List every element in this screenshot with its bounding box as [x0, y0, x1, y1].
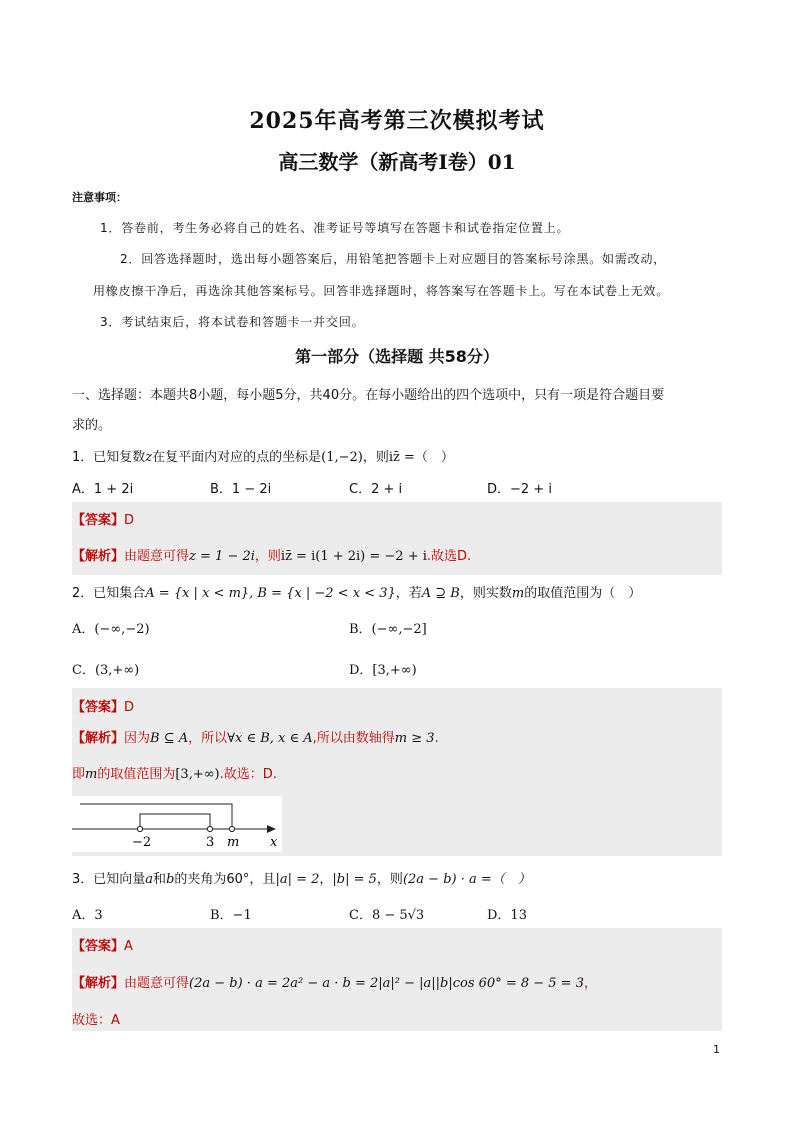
q3-option-d: D．13 — [487, 908, 527, 923]
label-3: 3 — [206, 835, 215, 850]
open-dot-3 — [207, 826, 212, 831]
q1-option-c: C．2 + i — [349, 482, 403, 497]
part-title: 第一部分（选择题 共58分） — [295, 347, 499, 366]
section-intro: 一、选择题：本题共8小题，每小题5分，共40分。在每小题给出的四个选项中，只有一项是符合题目要 — [72, 388, 665, 403]
q2-answer: 【答案】D — [72, 700, 135, 715]
label-x: x — [270, 835, 278, 850]
q3-analysis-cont: 故选：A — [72, 1013, 120, 1028]
q2-option-d: D．[3,+∞) — [349, 663, 417, 678]
section-intro-cont: 求的。 — [72, 418, 112, 433]
q2-option-a: A．(−∞,−2) — [72, 622, 150, 637]
page-number: 1 — [713, 1043, 720, 1056]
q3-option-c: C．8 − 5√3 — [349, 908, 425, 923]
number-line-figure — [72, 796, 282, 852]
notice-item-2: 2．回答选择题时，选出每小题答案后，用铅笔把答题卡上对应题目的答案标号涂黑。如需改动， — [120, 252, 667, 266]
q1-answer: 【答案】D — [72, 513, 135, 528]
q2-analysis-cont: 即m的取值范围为[3,+∞).故选：D. — [72, 767, 277, 782]
q1-option-a: A．1 + 2i — [72, 482, 134, 497]
question-2-stem: 2．已知集合A = {x | x < m}, B = {x | −2 < x < 3}，若A ⊇ B，则实数m的取值范围为（ ） — [72, 586, 642, 601]
q3-answer: 【答案】A — [72, 939, 133, 954]
q3-option-a: A．3 — [72, 908, 103, 923]
q1-option-d: D．−2 + i — [487, 482, 552, 497]
exam-subtitle: 高三数学（新高考Ⅰ卷）01 — [278, 150, 516, 174]
label-m: m — [227, 835, 240, 850]
question-3-stem: 3．已知向量a和b的夹角为60°，且|a| = 2，|b| = 5，则(2a − b) · a =（ ） — [72, 872, 531, 887]
q3-option-b: B．−1 — [210, 908, 252, 923]
q1-option-b: B．1 − 2i — [210, 482, 272, 497]
q2-option-c: C．(3,+∞) — [72, 663, 140, 678]
question-1-stem: 1．已知复数z在复平面内对应的点的坐标是(1,−2)，则iz̄ =（ ） — [72, 450, 454, 465]
q3-analysis: 【解析】由题意可得(2a − b) · a = 2a² − a · b = 2|a|² − |a||b|cos 60° = 8 − 5 = 3， — [72, 976, 597, 991]
notice-heading: 注意事项： — [72, 191, 127, 204]
label-neg2: −2 — [132, 835, 152, 850]
notice-item-2-cont: 用橡皮擦干净后，再选涂其他答案标号。回答非选择题时，将答案写在答题卡上。写在本试卷上无效。 — [93, 284, 670, 298]
notice-item-1: 1．答卷前，考生务必将自己的姓名、准考证号等填写在答题卡和试卷指定位置上。 — [100, 221, 570, 235]
q1-answer-block — [72, 502, 722, 575]
q2-option-b: B．(−∞,−2] — [349, 622, 427, 637]
open-dot-m — [229, 826, 234, 831]
exam-title: 2025年高考第三次模拟考试 — [249, 108, 545, 134]
notice-item-3: 3．考试结束后，将本试卷和答题卡一并交回。 — [100, 315, 365, 329]
q1-analysis: 【解析】由题意可得z = 1 − 2i，则iz̄ = i(1 + 2i) = −2 + i.故选D. — [72, 549, 472, 564]
open-dot-neg2 — [137, 826, 142, 831]
q2-analysis: 【解析】因为B ⊆ A，所以∀x ∈ B, x ∈ A,所以由数轴得m ≥ 3. — [72, 731, 439, 746]
